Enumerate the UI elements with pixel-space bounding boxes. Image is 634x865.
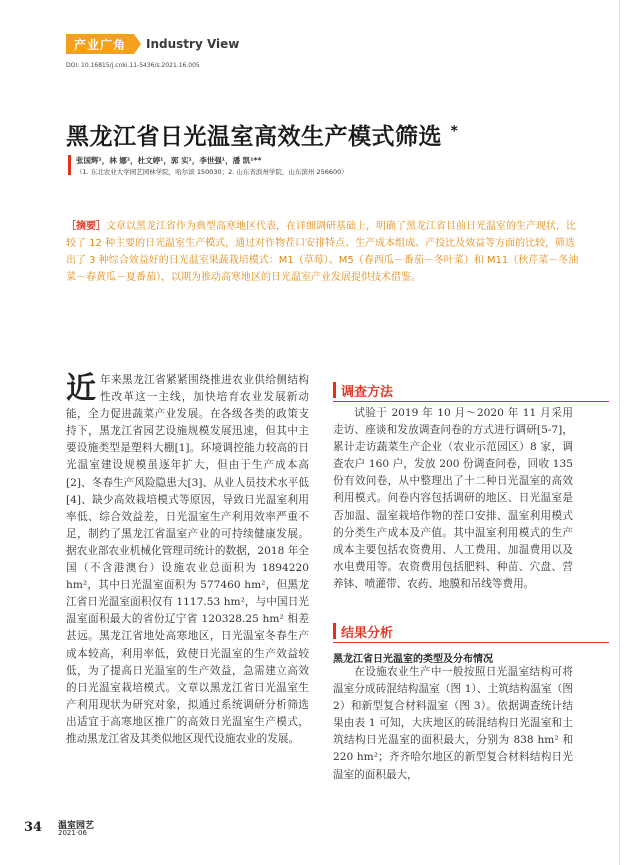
page-edge-rule — [619, 0, 620, 865]
journal-name: 温室园艺 — [58, 821, 95, 831]
journal-issue: 2021·06 — [58, 829, 87, 837]
abstract-text: 文章以黑龙江省作为典型高寒地区代表，在详细调研基础上，明确了黑龙江省目前日光温室的生产现状，比较了 12 种主要的日光温室生产模式，通过对作物茬口安排特点、生产成本组成、产投比及效益等方面的比较，筛选出了 3 种综合效益好的日光温室果蔬栽培模式：M1（草莓）、M5（春西瓜－番茄－冬叶菜）和 M11（秋芹菜－冬油菜－春黄瓜－夏番茄），以期为推动高寒地区的日光温室产业发展提供技术借鉴。 — [66, 221, 579, 283]
section-header — [66, 34, 239, 54]
heading-underline — [333, 642, 609, 643]
article-title — [66, 118, 458, 151]
results-paragraph: 在设施农业生产中一般按照日光温室结构可将温室分成砖混结构温室（图 1）、土筑结构温室（图 2）和新型复合材料温室（图 3）。依据调查统计结果由表 1 可知，大庆地区的砖混结构日光温室和土筑结构日光温室的面积最大，分别为 838 hm² 和 220 hm²；齐齐哈尔地区的新型复合材料结构日光温室的面积最大， — [333, 666, 573, 781]
abstract — [66, 218, 580, 286]
authors: 张国辉¹，林 娜²，杜文婷¹，郭 实¹，李世强¹，潘 凯¹** — [76, 156, 262, 165]
section-label-cn: 产业广角 — [66, 34, 134, 54]
intro-text: 年来黑龙江省紧紧围绕推进农业供给侧结构性改革这一主线，加快培育农业发展新动能，全力促进蔬菜产业发展。在各级各类的政策支持下，黑龙江省园艺设施规模发展迅速，但其中主要设施类型是塑料大棚[1]。环境调控能力较高的日光温室建设规模虽逐年扩大，但由于生产成本高[2]、冬春生产风险隐患大[3]、从业人员技术水平低[4]、缺少高效栽培模式等原因，导致日光温室利用率低、综合效益差，日光温室生产利用效率严重不足，制约了黑龙江省温室产业的可持续健康发展。据农业部农业机械化管理司统计的数据，2018 年全国（不含港澳台）设施农业总面积为 1894220 hm²，其中日光温室面积为 577460 hm²，但黑龙江省日光温室面积仅有 1117.53 hm²，与中国日光温室面积最大的省份辽宁省 120328.25 hm² 相差甚远。黑龙江省地处高寒地区，日光温室冬春生产成本较高，利用率低，致使日光温室的生产效益较低，为了提高日光温室的生产效益，急需建立高效的日光温室栽培模式。文章以黑龙江省日光温室生产利用现状为研究对象，拟通过系统调研分析筛选出适宜于高寒地区推广的高效日光温室生产模式，推动黑龙江省及其类似地区现代设施农业的发展。 — [66, 374, 309, 745]
methods-heading-text: 调查方法 — [341, 384, 394, 400]
heading-underline — [333, 401, 609, 402]
methods-paragraph: 试验于 2019 年 10 月～2020 年 11 月采用走访、座谈和发放调查问卷的方式进行调研[5-7]，累计走访蔬菜生产企业（农业示范园区）8 家，调查农户 160 户，发放 200 份调查问卷，回收 135 份有效问卷，从中整理出了十二种日光温室的高效利用模式。问卷内容包括调研的地区、日光温室是否加温、温室栽培作物的茬口安排、温室利用模式的分类生产成本及产值。其中温室利用模式的生产成本主要包括农资费用、人工费用、加温费用以及水电费用等。农资费用包括肥料、种苗、穴盘、营养钵、喷灌带、农药、地膜和吊线等费用。 — [333, 407, 573, 590]
affiliation: （1. 东北农业大学园艺园林学院，哈尔滨 150030；2. 山东省滨州学院，山东滨州 256600） — [76, 168, 348, 176]
title-footnote-mark: * — [450, 123, 459, 140]
methods-heading — [333, 380, 393, 400]
doi: DOI: 10.16815/j.cnki.11-5436/s.2021.16.005 — [66, 62, 200, 69]
article-title-text: 黑龙江省日光温室高效生产模式筛选 — [66, 124, 442, 150]
heading-accent-bar — [333, 623, 336, 639]
results-heading — [333, 621, 393, 641]
drop-cap: 近 — [66, 371, 96, 406]
author-accent-bar — [68, 155, 71, 175]
intro-paragraph — [66, 372, 309, 748]
results-subheading: 黑龙江省日光温室的类型及分布情况 — [333, 654, 493, 665]
results-heading-text: 结果分析 — [341, 625, 394, 641]
section-label-en: Industry View — [146, 37, 240, 51]
section-arrow-icon — [134, 34, 141, 54]
heading-accent-bar — [333, 382, 336, 398]
page-number: 34 — [24, 820, 43, 835]
abstract-label: ［摘要］ — [66, 221, 106, 232]
